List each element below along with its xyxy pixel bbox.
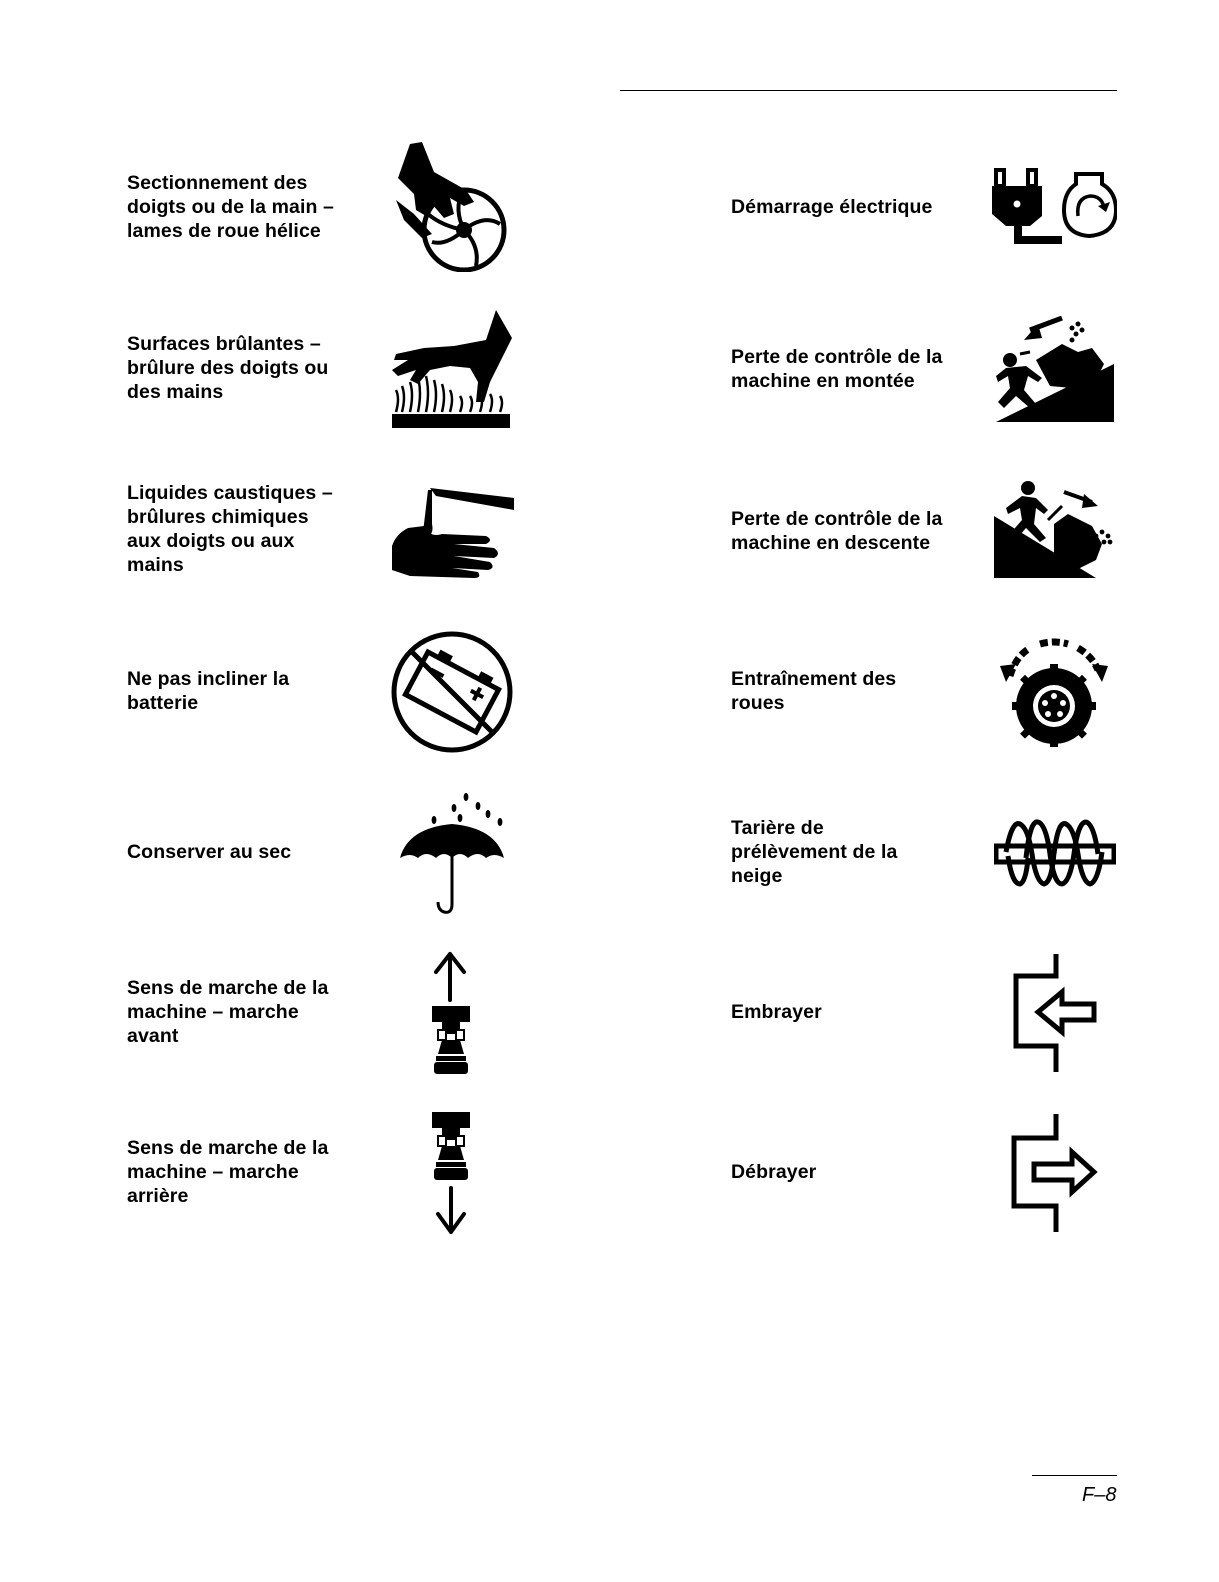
footer-rule: [1032, 1475, 1117, 1476]
electric-start-icon: [992, 168, 1117, 248]
loss-control-uphill-icon: [992, 316, 1116, 424]
label-keep-dry: Conserver au sec: [127, 841, 292, 863]
loss-control-downhill-icon: [992, 480, 1116, 580]
no-tilt-battery-icon: [390, 630, 514, 754]
label-hot-surface: Surfaces brûlantes – brûlure des doigts ou des mains: [127, 333, 329, 403]
label-electric-start: Démarrage électrique: [731, 196, 933, 218]
label-loss-control-uphill: Perte de contrôle de la machine en montée: [731, 346, 943, 392]
label-no-tilt-battery: Ne pas incliner la batterie: [127, 668, 290, 714]
label-machine-reverse: Sens de marche de la machine – marche arrière: [127, 1137, 329, 1207]
disengage-clutch-icon: [1010, 1112, 1100, 1236]
machine-reverse-icon: [430, 1110, 472, 1236]
label-disengage-clutch: Débrayer: [731, 1161, 817, 1183]
label-impeller-cut: Sectionnement des doigts ou de la main – lames de roue hélice: [127, 172, 334, 242]
label-wheel-drive: Entraînement des roues: [731, 668, 897, 714]
engage-clutch-icon: [1010, 952, 1100, 1076]
snow-auger-icon: [994, 818, 1116, 890]
label-engage-clutch: Embrayer: [731, 1001, 822, 1023]
machine-forward-icon: [430, 950, 472, 1076]
label-snow-auger: Tarière de prélèvement de la neige: [731, 817, 898, 887]
keep-dry-umbrella-icon: [398, 792, 506, 916]
hot-surface-hand-icon: [390, 310, 512, 430]
label-caustic-liquid: Liquides caustiques – brûlures chimiques aux doigts ou aux mains: [127, 482, 333, 576]
caustic-liquid-hand-icon: [390, 484, 514, 580]
page-number: F–8: [1082, 1484, 1117, 1506]
label-loss-control-downhill: Perte de contrôle de la machine en descente: [731, 508, 943, 554]
header-rule: [620, 90, 1117, 91]
wheel-drive-icon: [996, 636, 1112, 748]
hand-impeller-cut-icon: [392, 142, 512, 272]
label-machine-forward: Sens de marche de la machine – marche avant: [127, 977, 329, 1047]
